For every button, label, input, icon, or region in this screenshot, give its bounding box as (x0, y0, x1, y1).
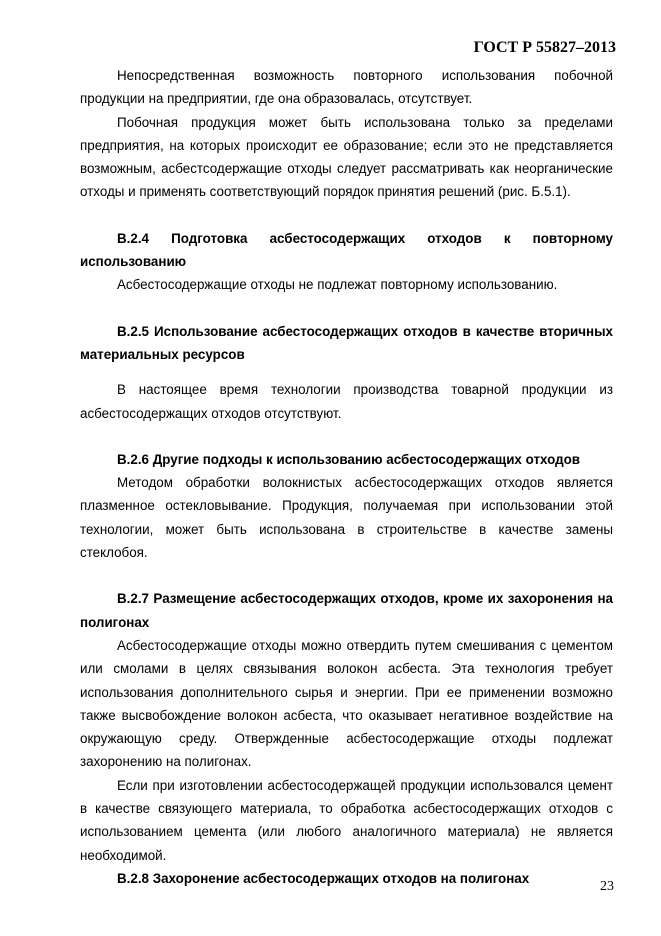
page-number: 23 (600, 879, 614, 894)
section-heading-b-2-6: В.2.6 Другие подходы к использованию асбестосодержащих отходов (117, 451, 581, 467)
document-header: ГОСТ Р 55827–2013 (473, 39, 616, 56)
section-heading-b-2-5: В.2.5 Использование асбестосодержащих отходов в качестве вторичных материальных ресурсов (80, 323, 613, 362)
section-heading-b-2-4: В.2.4 Подготовка асбестосодержащих отходов к повторному использованию (80, 230, 613, 270)
document-body (80, 64, 613, 890)
paragraph-b-2-7-solidification: Асбестосодержащие отходы можно отвердить путем смешивания с цементом или смолами в целях связывания волокон асбеста. Эта технология требует использования дополнительного сырья и энергии. При ее применении возможно также высвобождение волокон асбеста, что оказывает негативное воздействие на окружающую среду. Отвержденные асбестосодержащие отходы подлежат захоронению на полигонах. (80, 637, 613, 770)
paragraph-b-2-7-cement: Если при изготовлении асбестосодержащей продукции использовался цемент в качестве связующего материала, то обработка асбестосодержащих отходов с использованием цемента (или любого аналогичного материала) не является необходимой. (80, 777, 613, 863)
section-heading-b-2-8: В.2.8 Захоронение асбестосодержащих отходов на полигонах (117, 870, 530, 886)
paragraph-b-2-6: Методом обработки волокнистых асбестосодержащих отходов является плазменное остекловывание. Продукция, получаемая при использовании этой технологии, может быть использована в строительстве в качестве замены стеклобоя. (80, 475, 613, 561)
paragraph-b-2-4: Асбестосодержащие отходы не подлежат повторному использованию. (117, 277, 558, 293)
section-heading-b-2-7: В.2.7 Размещение асбестосодержащих отходов, кроме их захоронения на полигонах (80, 591, 613, 630)
paragraph-byproduct-reuse: Непосредственная возможность повторного использования побочной продукции на предприятии, где она образовалась, отсутствует. (80, 68, 613, 107)
paragraph-b-2-5: В настоящее время технологии производства товарной продукции из асбестосодержащих отходов отсутствуют. (80, 382, 613, 421)
paragraph-byproduct-outside: Побочная продукция может быть использована только за пределами предприятия, на которых происходит ее образование; если это не представляется возможным, асбестсодержащие отходы следует рассматривать как неорганические отходы и применять соответствующий порядок принятия решений (рис. Б.5.1). (80, 114, 613, 200)
